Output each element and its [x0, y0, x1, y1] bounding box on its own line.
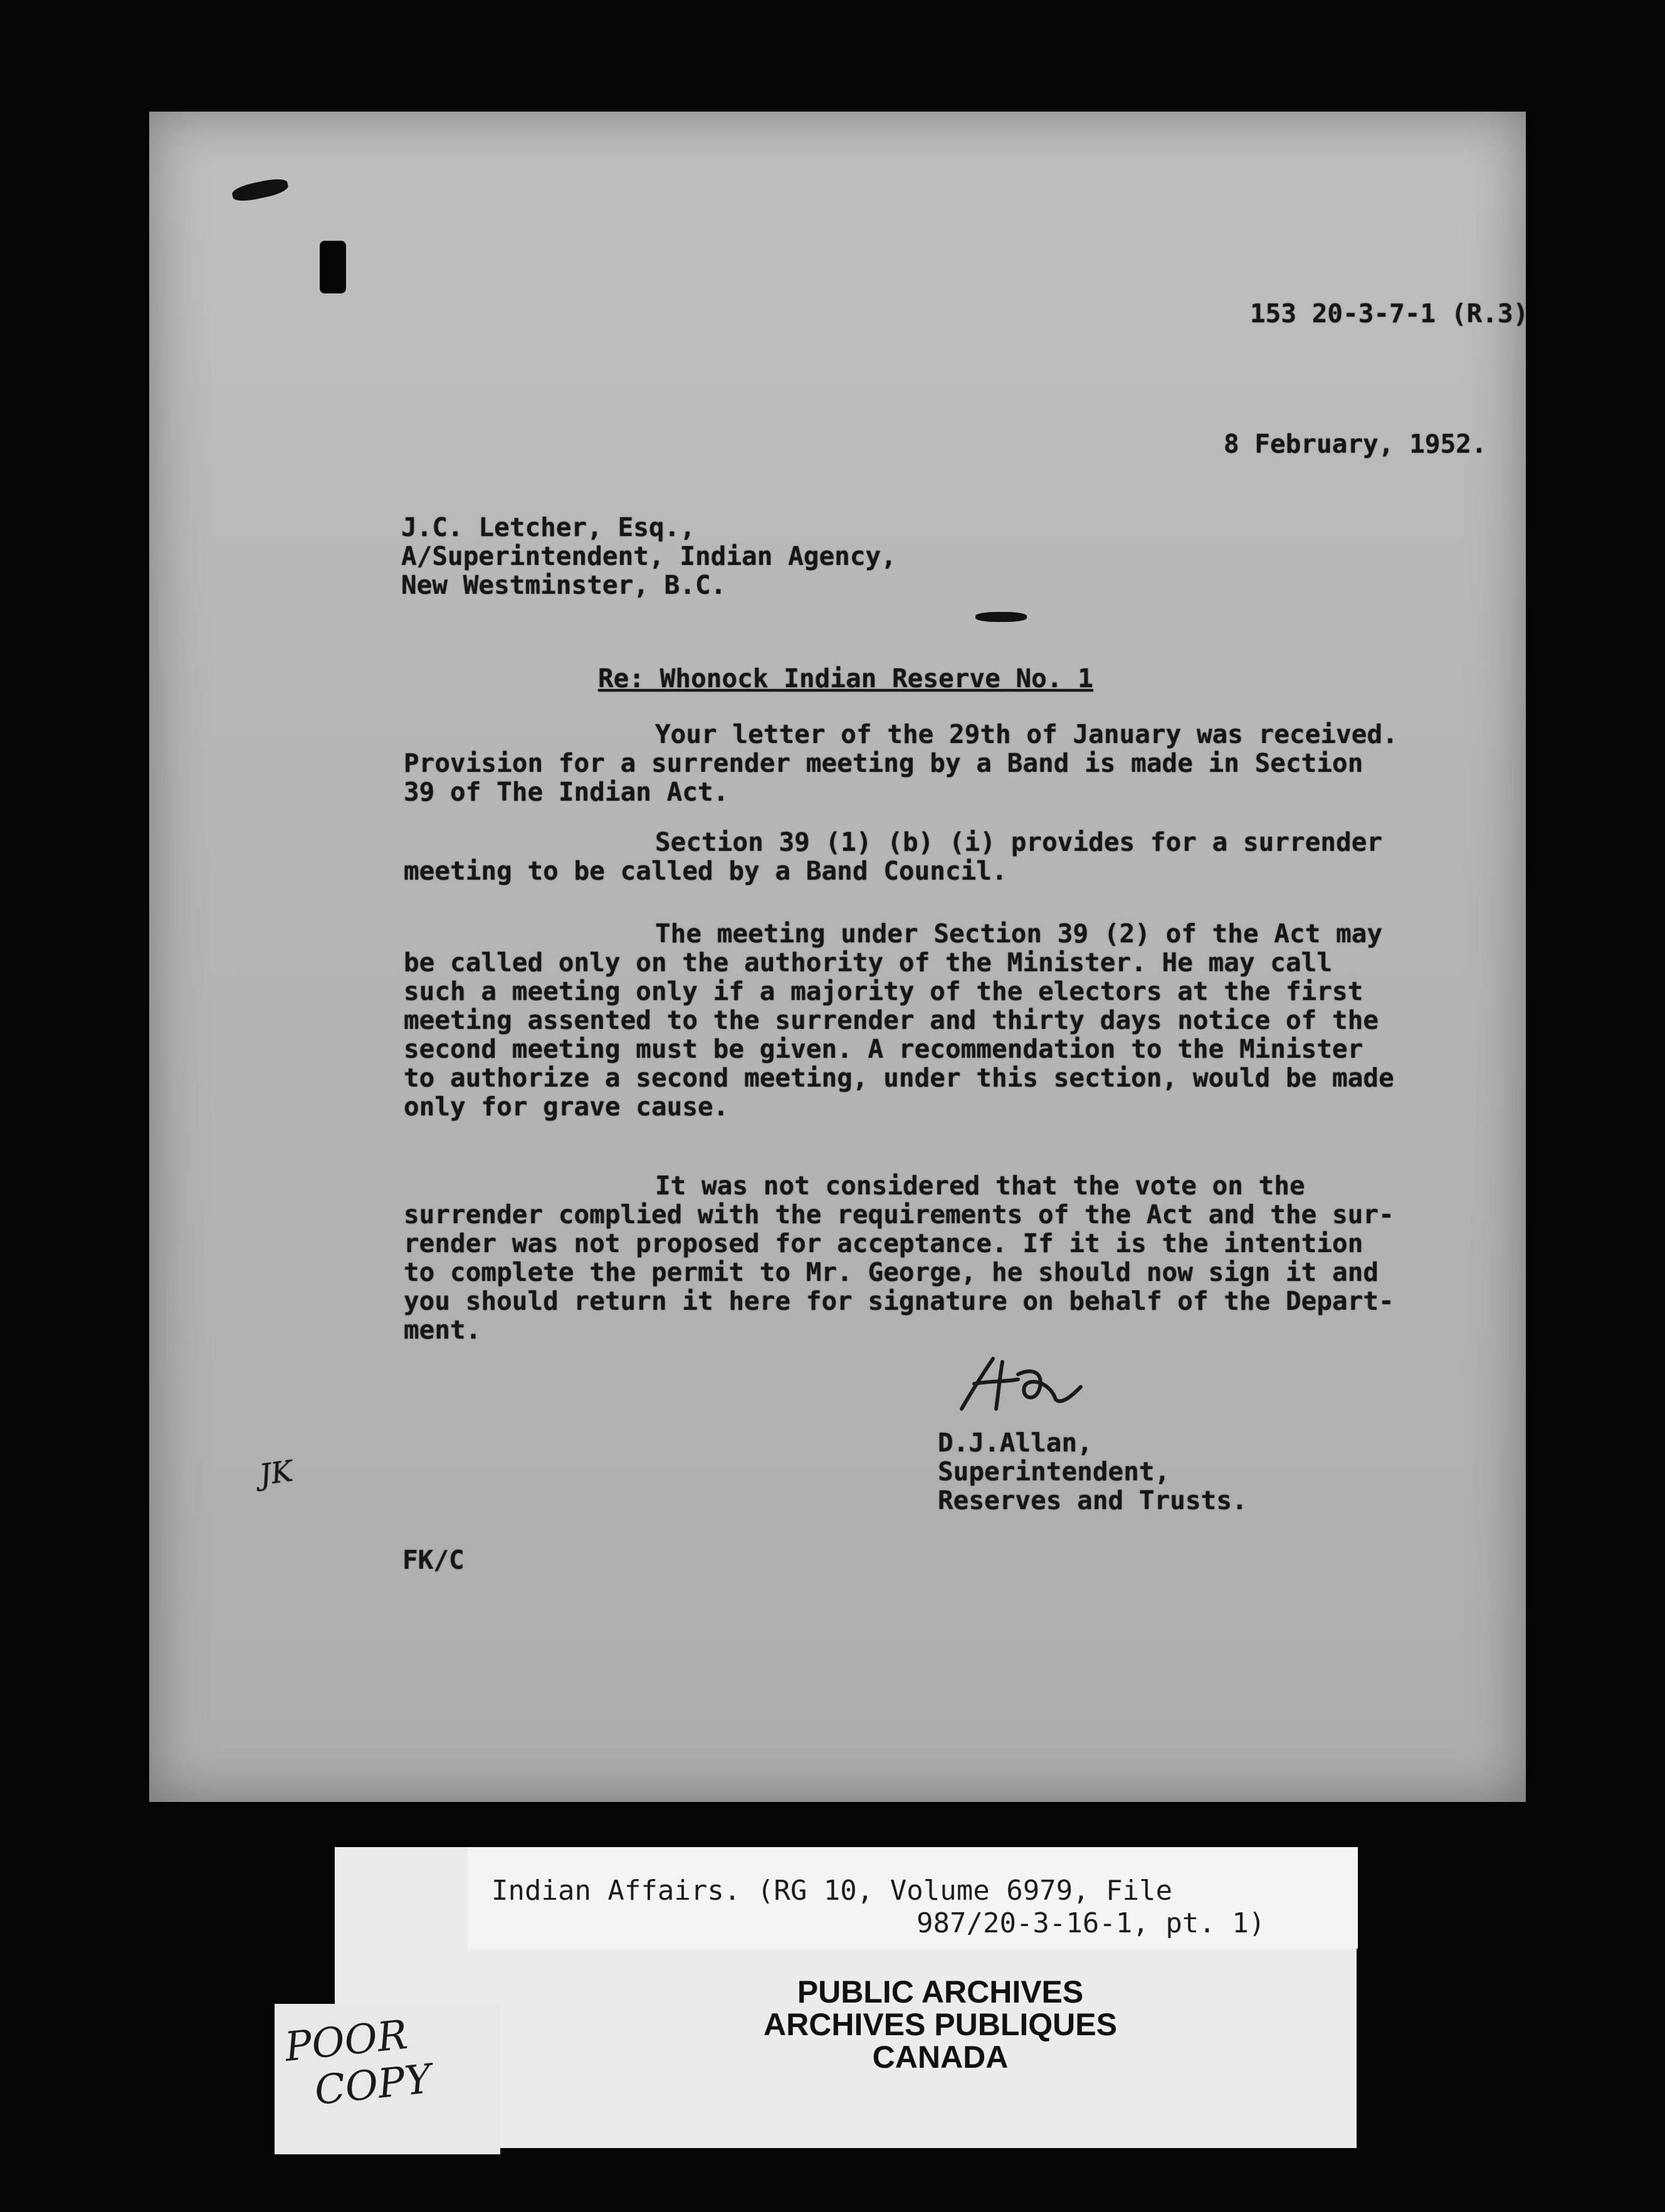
ink-mark	[975, 612, 1027, 622]
paragraph-line: ment.	[404, 1315, 481, 1345]
addressee-block	[401, 513, 896, 599]
paragraph-line: meeting to be called by a Band Council.	[404, 856, 1007, 886]
typist-reference: FK/C	[402, 1545, 465, 1575]
letter-date: 8 February, 1952.	[1224, 429, 1487, 459]
paragraph-line: to complete the permit to Mr. George, he should now sign it and	[404, 1257, 1379, 1287]
paragraph-line: Section 39 (1) (b) (i) provides for a surrender	[655, 827, 1383, 857]
stamp-line: ARCHIVES PUBLIQUES	[764, 2007, 1117, 2042]
signature-block	[938, 1428, 1247, 1515]
paragraph-line: second meeting must be given. A recommendation to the Minister	[404, 1034, 1363, 1064]
paragraph-line: to authorize a second meeting, under this section, would be made	[404, 1063, 1394, 1093]
file-reference: 153 20-3-7-1 (R.3)	[1250, 298, 1529, 329]
paragraph-line: It was not considered that the vote on the	[655, 1171, 1305, 1201]
paragraph-line: you should return it here for signature on behalf of the Depart-	[404, 1286, 1394, 1316]
ink-blot	[231, 176, 289, 204]
paragraph-line: only for grave cause.	[404, 1092, 729, 1122]
handwritten-initials: JK	[257, 1453, 295, 1492]
archive-citation-line: 987/20-3-16-1, pt. 1)	[917, 1907, 1266, 1939]
addressee-line: J.C. Letcher, Esq.,	[401, 512, 695, 542]
stamp-line: CANADA	[872, 2040, 1009, 2075]
addressee-line: A/Superintendent, Indian Agency,	[401, 541, 896, 571]
signatory-name: D.J.Allan,	[938, 1428, 1093, 1458]
paragraph-line: be called only on the authority of the Minister. He may call	[404, 947, 1333, 977]
paragraph-2	[404, 828, 1382, 885]
letter-page	[149, 112, 1529, 1802]
handwritten-word: POOR	[282, 2011, 410, 2071]
archive-citation-line: Indian Affairs. (RG 10, Volume 6979, File	[491, 1875, 1173, 1907]
paragraph-3	[404, 919, 1394, 1121]
handwritten-word: COPY	[312, 2055, 434, 2114]
paragraph-line: The meeting under Section 39 (2) of the Act may	[655, 919, 1383, 949]
paragraph-line: Provision for a surrender meeting by a Band is made in Section	[404, 748, 1363, 778]
signatory-office: Reserves and Trusts.	[938, 1485, 1247, 1515]
paragraph-line: render was not proposed for acceptance. If it is the intention	[404, 1228, 1363, 1258]
paragraph-line: such a meeting only if a majority of the electors at the first	[404, 976, 1363, 1006]
archives-stamp	[658, 1976, 1222, 2077]
punch-hole	[320, 241, 346, 293]
paragraph-4	[404, 1171, 1394, 1344]
stamp-line: PUBLIC ARCHIVES	[797, 1974, 1084, 2009]
subject-line: Re: Whonock Indian Reserve No. 1	[598, 663, 1093, 693]
addressee-line: New Westminster, B.C.	[401, 570, 727, 600]
handwritten-signature	[949, 1349, 1100, 1418]
paragraph-line: surrender complied with the requirements of the Act and the sur-	[404, 1199, 1394, 1230]
poor-copy-note	[283, 2011, 434, 2117]
paragraph-1	[404, 720, 1398, 806]
paragraph-line: 39 of The Indian Act.	[404, 777, 729, 807]
signatory-title: Superintendent,	[938, 1456, 1170, 1487]
paragraph-line: Your letter of the 29th of January was received.	[655, 719, 1398, 749]
paragraph-line: meeting assented to the surrender and thirty days notice of the	[404, 1005, 1379, 1035]
